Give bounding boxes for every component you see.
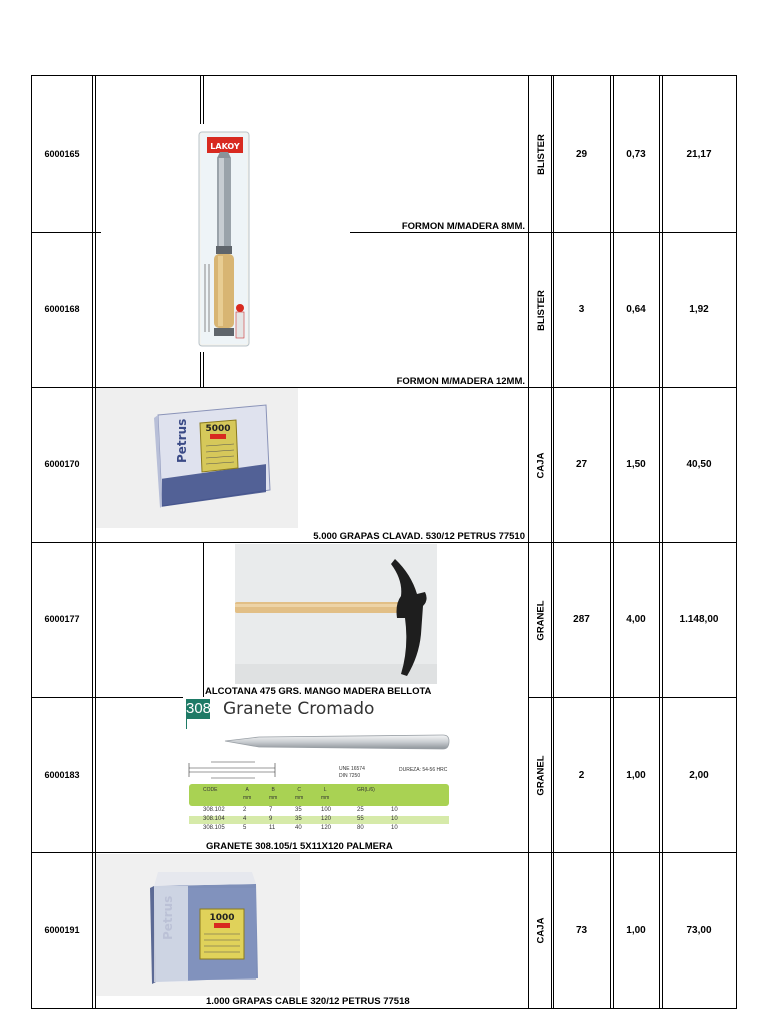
quantity: 2: [578, 770, 585, 781]
spec-cell: 308.102: [203, 807, 225, 813]
product-description: FORMON M/MADERA 8MM.: [401, 221, 525, 232]
spec-cell: 55: [357, 816, 364, 822]
spec-cell: 4: [243, 816, 247, 822]
spec-table-row: [189, 807, 449, 815]
product-description: FORMON M/MADERA 12MM.: [396, 376, 525, 387]
spec-hardness: DUREZA: 54-56 HRC: [399, 767, 448, 773]
product-code: 6000183: [44, 770, 80, 780]
total-price: 1.148,00: [679, 614, 719, 625]
spec-cell: 5: [243, 825, 247, 831]
spec-column-header: A mm: [243, 787, 252, 801]
spec-cell: 40: [295, 825, 302, 831]
spec-cell: 100: [321, 807, 332, 813]
spec-cell: 308.105: [203, 825, 225, 831]
product-code: 6000165: [44, 149, 80, 159]
packaging-type: GRANEL: [535, 599, 547, 641]
blister-brand: LAKOY: [210, 142, 240, 151]
staples-box-icon: [96, 854, 300, 996]
spec-cell: 9: [269, 816, 273, 822]
spec-column-header: C mm: [295, 787, 304, 801]
total-price: 2,00: [689, 770, 709, 781]
unit-price: 4,00: [626, 614, 646, 625]
product-code: 6000191: [44, 925, 80, 935]
total-price: 21,17: [686, 149, 712, 160]
unit-price: 1,00: [626, 770, 646, 781]
product-description: ALCOTANA 475 GRS. MANGO MADERA BELLOTA: [205, 686, 432, 697]
spec-cell: 120: [321, 816, 332, 822]
packaging-type: CAJA: [535, 917, 547, 943]
packaging-type: CAJA: [535, 452, 547, 478]
spec-header: [189, 784, 449, 806]
staples-box-icon: [96, 388, 298, 528]
total-price: 1,92: [689, 304, 709, 315]
product-code: 6000170: [44, 459, 80, 469]
spec-cell: 10: [391, 825, 398, 831]
spec-cell: 10: [391, 816, 398, 822]
spec-cell: 120: [321, 825, 332, 831]
spec-cell: 80: [357, 825, 364, 831]
spec-cell: 308.104: [203, 816, 225, 822]
spec-cell: 35: [295, 807, 302, 813]
product-code: 6000177: [44, 614, 80, 624]
quantity: 3: [578, 304, 585, 315]
total-price: 73,00: [686, 925, 712, 936]
spec-cell: 2: [243, 807, 247, 813]
quantity: 73: [575, 925, 588, 936]
chisel-blister-icon: [108, 124, 350, 352]
spec-une: UNE 16574: [339, 766, 365, 772]
staples-count: 1000: [209, 913, 235, 923]
unit-price: 0,64: [626, 304, 646, 315]
spec-column-header: L mm: [321, 787, 330, 801]
product-description: 5.000 GRAPAS CLAVAD. 530/12 PETRUS 77510: [313, 531, 525, 542]
quantity: 287: [573, 614, 590, 625]
quantity: 27: [575, 459, 588, 470]
spec-table-row: [189, 816, 449, 824]
total-price: 40,50: [686, 459, 712, 470]
spec-number: 308: [186, 700, 212, 717]
spec-column-header: GR(L/6): [357, 787, 375, 793]
unit-price: 1,00: [626, 925, 646, 936]
center-punch-spec-icon: [183, 697, 528, 841]
staples-count: 5000: [205, 424, 231, 434]
packaging-type: BLISTER: [535, 289, 547, 331]
spec-cell: 25: [357, 807, 364, 813]
product-description: GRANETE 308.105/1 5X11X120 PALMERA: [206, 841, 393, 852]
spec-column-header: B mm: [269, 787, 278, 801]
pick-hammer-icon: [235, 544, 437, 684]
staples-brand: Petrus: [175, 418, 189, 463]
spec-table-row: [189, 825, 449, 833]
product-code: 6000168: [44, 304, 80, 314]
spec-cell: 10: [391, 807, 398, 813]
unit-price: 0,73: [626, 149, 646, 160]
packaging-type: GRANEL: [535, 754, 547, 796]
spec-cell: 11: [269, 825, 276, 831]
packaging-type: BLISTER: [535, 133, 547, 175]
spec-cell: 7: [269, 807, 273, 813]
spec-title: Granete Cromado: [223, 699, 375, 719]
product-description: 1.000 GRAPAS CABLE 320/12 PETRUS 77518: [206, 996, 410, 1007]
spec-column-header: CODE: [203, 787, 218, 793]
spec-din: DIN 7250: [339, 773, 361, 779]
unit-price: 1,50: [626, 459, 646, 470]
spec-cell: 35: [295, 816, 302, 822]
quantity: 29: [575, 149, 588, 160]
